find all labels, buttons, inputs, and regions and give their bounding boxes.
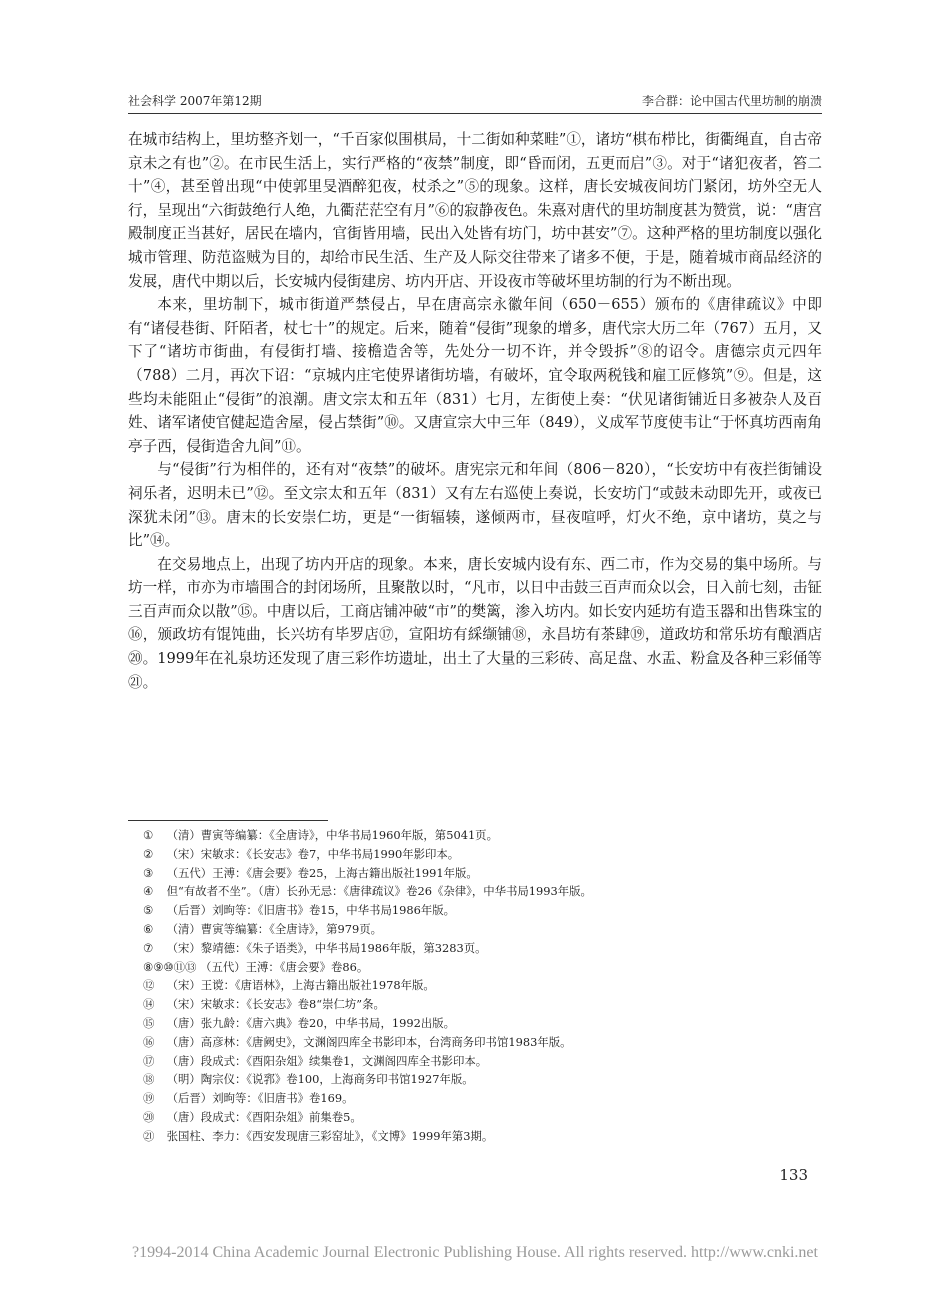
footnote-number: ⑫ [143, 978, 155, 993]
footnote [143, 1089, 822, 1108]
footnote-number: ② [143, 846, 154, 861]
footnote [143, 976, 822, 995]
header-rule [128, 113, 822, 114]
paragraph: 与“侵街”行为相伴的，还有对“夜禁”的破坏。唐宪宗元和年间（806－820），“长安坊中有夜拦街铺设祠乐者，迟明未已”⑫。至文宗太和五年（831）又有左右巡使上奏说，长安坊门“或鼓未动即先开，或夜已深犹未闭”⑬。唐末的长安崇仁坊，更是“一街辐辏，遂倾两市，昼夜喧呼，灯火不绝，京中诸坊，莫之与比”⑭。 [128, 461, 822, 550]
footnote-text: （后晋）刘昫等：《旧唐书》卷15，中华书局1986年版。 [166, 903, 456, 918]
footnote-text: （五代）王溥：《唐会要》卷25，上海古籍出版社1991年版。 [166, 865, 478, 880]
footnote [143, 1052, 822, 1071]
footnote-text: （唐）高彦林：《唐阙史》，文渊阁四库全书影印本，台湾商务印书馆1983年版。 [166, 1034, 572, 1049]
footnote [143, 1070, 822, 1089]
footnote-number: ⑭ [143, 997, 155, 1012]
footnote-text: （宋）黎靖德：《朱子语类》，中华书局1986年版，第3283页。 [166, 940, 487, 955]
footnote-number: ⑮ [143, 1015, 155, 1030]
footnote-text: 但“有故者不坐”。（唐）长孙无忌：《唐律疏议》卷26《杂律》，中华书局1993年版。 [166, 884, 592, 899]
footnote [143, 1014, 822, 1033]
footnote [143, 1127, 822, 1146]
footnote-number: ⑯ [143, 1034, 155, 1049]
footnote-text: （宋）宋敏求：《长安志》卷7，中华书局1990年影印本。 [166, 846, 460, 861]
footnote-text: （五代）王溥：《唐会要》卷86。 [200, 959, 369, 974]
footnote-text: （清）曹寅等编纂：《全唐诗》，第979页。 [166, 921, 382, 936]
footnote [143, 826, 822, 845]
footnote [143, 845, 822, 864]
footnote-number: ⑱ [143, 1072, 155, 1087]
paragraph: 本来，里坊制下，城市街道严禁侵占，早在唐高宗永徽年间（650－655）颁布的《唐律疏议》中即有“诸侵巷街、阡陌者，杖七十”的规定。后来，随着“侵街”现象的增多，唐代宗大历二年（767）五月，又下了“诸坊市街曲，有侵街打墙、接檐造舍等，先处分一切不许，并令毁拆”⑧的诏令。唐德宗贞元四年（788）二月，再次下诏：“京城内庄宅使界诸街坊墙，有破坏，宜令取两税钱和雇工匠修筑”⑨。但是，这些均未能阻止“侵街”的浪潮。唐文宗太和五年（831）七月，左街使上奏：“伏见诸街铺近日多被杂人及百姓、诸军诸使官健起造舍屋，侵占禁街”⑩。又唐宣宗大中三年（849），义成军节度使韦让“于怀真坊西南角亭子西，侵街造舍九间”⑪。 [128, 296, 822, 455]
article-author-title: 李合群：论中国古代里坊制的崩溃 [641, 94, 822, 108]
footnote-text: （唐）段成式：《酉阳杂俎》续集卷1，文渊阁四库全书影印本。 [166, 1053, 488, 1068]
footnote-text: （后晋）刘昫等：《旧唐书》卷169。 [166, 1091, 354, 1106]
footnote [143, 958, 822, 977]
footnote-text: （宋）宋敏求：《长安志》卷8“崇仁坊”条。 [166, 997, 385, 1012]
page-number: 133 [779, 1166, 808, 1184]
footnote-rule [128, 820, 328, 821]
footnote-text: （唐）段成式：《酉阳杂俎》前集卷5。 [166, 1109, 362, 1124]
footnote [143, 995, 822, 1014]
running-header [128, 92, 822, 110]
footnote [143, 939, 822, 958]
footnote [143, 864, 822, 883]
footnote [143, 920, 822, 939]
footnote-number: ③ [143, 865, 154, 880]
footnote-number: ① [143, 828, 154, 842]
body-text [128, 128, 822, 694]
footnote [143, 901, 822, 920]
footnotes [143, 826, 822, 1146]
footnote-number: ⑳ [143, 1109, 155, 1124]
copyright-watermark: ?1994-2014 China Academic Journal Electronic Publishing House. All rights reserved. http://www.cnki.net [132, 1244, 818, 1261]
footnote-number: ㉑ [143, 1128, 155, 1143]
footnote-text: （宋）王谠：《唐语林》，上海古籍出版社1978年版。 [166, 978, 435, 993]
footnote [143, 1108, 822, 1127]
footnote-number: ⑧⑨⑩⑪⑬ [143, 959, 197, 974]
footnote-text: （明）陶宗仪：《说郛》卷100，上海商务印书馆1927年版。 [166, 1072, 474, 1087]
footnote-number: ⑰ [143, 1053, 155, 1068]
footnote-number: ⑥ [143, 921, 154, 936]
footnote-text: 张国柱、李力：《西安发现唐三彩窑址》，《文博》1999年第3期。 [166, 1128, 494, 1143]
footnote [143, 1033, 822, 1052]
footnote-text: （唐）张九龄：《唐六典》卷20，中华书局，1992出版。 [166, 1015, 456, 1030]
footnote-number: ⑦ [143, 940, 154, 955]
footnote-number: ④ [143, 884, 154, 899]
footnote-number: ⑲ [143, 1091, 155, 1106]
paragraph: 在交易地点上，出现了坊内开店的现象。本来，唐长安城内设有东、西二市，作为交易的集中场所。与坊一样，市亦为市墙围合的封闭场所，且聚散以时，“凡市，以日中击鼓三百声而众以会，日入前七刻，击钲三百声而众以散”⑮。中唐以后，工商店铺冲破“市”的樊篱，渗入坊内。如长安内延坊有造玉器和出售珠宝的⑯，颁政坊有馄饨曲，长兴坊有毕罗店⑰，宣阳坊有綵缬铺⑱，永昌坊有茶肆⑲，道政坊和常乐坊有酿酒店⑳。1999年在礼泉坊还发现了唐三彩作坊遗址，出土了大量的三彩砖、高足盘、水盂、粉盒及各种三彩俑等㉑。 [128, 555, 822, 691]
journal-info: 社会科学 2007年第12期 [128, 94, 262, 108]
footnote [143, 882, 822, 901]
paragraph: 在城市结构上，里坊整齐划一，“千百家似围棋局，十二街如种菜畦”①，诸坊“棋布栉比，街衢绳直，自古帝京未之有也”②。在市民生活上，实行严格的“夜禁”制度，即“昏而闭，五更而启”③。对于“诸犯夜者，笞二十”④，甚至曾出现“中使郭里旻酒醉犯夜，杖杀之”⑤的现象。这样，唐长安城夜间坊门紧闭，坊外空无人行，呈现出“六街鼓绝行人绝，九衢茫茫空有月”⑥的寂静夜色。朱熹对唐代的里坊制度甚为赞赏，说：“唐宫殿制度正当甚好，居民在墙内，官街皆用墙，民出入处皆有坊门，坊中甚安”⑦。这种严格的里坊制度以强化城市管理、防范盗贼为目的，却给市民生活、生产及人际交往带来了诸多不便，于是，随着城市商品经济的发展，唐代中期以后，长安城内侵街建房、坊内开店、开设夜市等破坏里坊制的行为不断出现。 [128, 131, 822, 290]
footnote-text: （清）曹寅等编纂：《全唐诗》，中华书局1960年版，第5041页。 [166, 828, 498, 842]
footnote-number: ⑤ [143, 903, 154, 918]
